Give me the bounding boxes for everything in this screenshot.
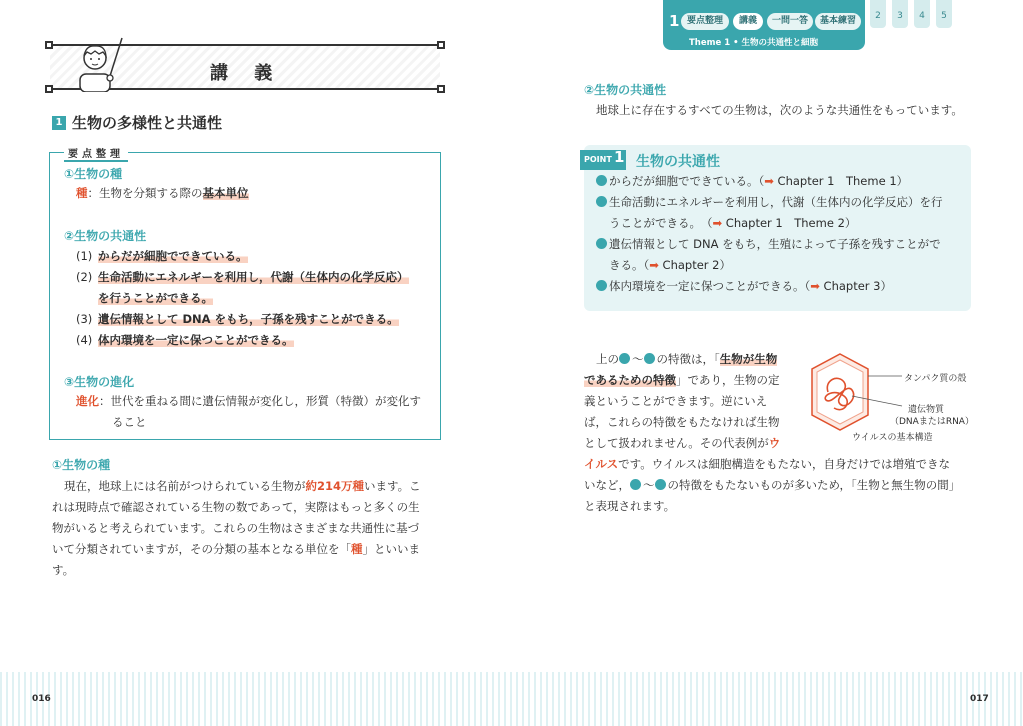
virus-figure-caption: ウイルスの基本構造 [852,433,933,443]
protein-shell-label: タンパク質の殻 [904,374,967,384]
theme-subtitle: Theme 1 • 生物の共通性と細胞 [689,38,818,48]
item-1-circle-icon [630,479,641,490]
paragraph-line: 現在，地球上には名前がつけられている生物が約214万種います。こ [64,479,421,493]
species-definition [76,185,249,201]
item-4-circle-icon [644,353,655,364]
evolution-definition: 進化：世代を重ねる間に遺伝情報が変化し，形質（特徴）が変化す [76,394,421,408]
evolution-heading: ③生物の進化 [64,375,135,389]
arrow-right-icon: ➡ [764,174,774,188]
banner-corner [437,85,445,93]
genetic-material-sublabel: （DNAまたはRNA） [890,417,974,427]
arrow-right-icon: ➡ [649,258,659,272]
evolution-definition-cont: ること [112,415,147,429]
body-line: として扱われません。その代表例がウ [584,436,781,450]
left-page [0,0,511,726]
chapter-number: 1 [669,12,680,30]
item-1-circle-icon [619,353,630,364]
body-line: と表現されます。 [584,499,676,513]
species-term: 種 [76,186,88,200]
arrow-right-icon: ➡ [810,279,820,293]
arrow-right-icon: ➡ [712,216,723,230]
item-4-circle-icon [655,479,666,490]
common-item: (4) 体内環境を一定に保つことができる。 [76,333,294,347]
point-item-cont: うことができる。 （➡ Chapter 1 Theme 2） [609,216,857,230]
common-heading: ②生物の共通性 [64,229,147,243]
nav-pill-qa[interactable]: 一問一答 [767,13,813,30]
paragraph-line: 物がいると考えられています。これらの生物はさまざまな共通性に基づ [52,521,420,535]
point-item-cont: きる。（➡ Chapter 2） [609,258,731,272]
intro-text: 地球上に存在するすべての生物は，次のような共通性をもっています。 [596,103,963,117]
chapter-tab-2[interactable]: 2 [870,0,886,28]
key-points-box [49,149,441,440]
point-badge: POINT [580,150,626,170]
body-line: であるための特徴」であり，生物の定 [584,373,780,387]
species-heading: ①生物の種 [64,167,123,181]
paragraph-line: いて分類されていますが，その分類の基本となる単位を「種」といいま [52,542,420,556]
item-4-circle-icon [596,280,607,291]
common-item: (2) 生命活動にエネルギーを利用し，代謝（生体内の化学反応） [76,270,409,284]
page-number-left: 016 [32,694,51,704]
species-def: 基本単位 [202,186,249,200]
chapter-tab-3[interactable]: 3 [892,0,908,28]
common-item: (1) からだが細胞でできている。 [76,249,248,263]
right-page [512,0,1023,726]
point-box [584,145,971,311]
paragraph-line: れは現時点で確認されている生物の数であって，実際はもっと多くの生 [52,500,420,514]
common-item: (3) 遺伝情報として DNA をもち，子孫を残すことができる。 [76,312,399,326]
point-item: 遺伝情報として DNA をもち，生殖によって子孫を残すことがで [596,236,941,252]
teacher-illustration-icon [66,36,126,92]
commonality-heading: ②生物の共通性 [584,83,667,97]
section-title: 生物の多様性と共通性 [72,114,223,132]
point-item: 体内環境を一定に保つことができる。（➡ Chapter 3） [596,278,892,294]
paragraph-line: す。 [52,563,75,577]
point-item: 生命活動にエネルギーを利用し，代謝（生体内の化学反応）を行 [596,194,943,210]
genetic-material-label: 遺伝物質 [908,405,945,415]
chapter-tab-5[interactable]: 5 [936,0,952,28]
body-line: いなど， 〜 の特徴をもたないものが多いため，「生物と無生物の間」 [584,478,961,492]
chapter-tab-4[interactable]: 4 [914,0,930,28]
chapter-nav [663,0,865,50]
common-item: を行うことができる。 [98,291,213,305]
virus-structure-figure [804,352,984,448]
nav-pill-summary[interactable]: 要点整理 [681,13,729,30]
banner-corner [45,85,53,93]
banner-corner [437,41,445,49]
item-2-circle-icon [596,196,607,207]
body-line: イルスです。ウイルスは細胞構造をもたない，自身だけでは増殖できな [584,457,951,471]
section-number-badge: 1 [52,116,66,130]
item-3-circle-icon [596,238,607,249]
point-item: からだが細胞でできている。（➡ Chapter 1 Theme 1） [596,173,908,189]
item-1-circle-icon [596,175,607,186]
species-sep: ：生物を分類する際の [87,186,203,200]
body-line: 義ということができます。逆にいえ [584,394,768,408]
point-title: 生物の共通性 [636,154,720,170]
nav-pill-practice[interactable]: 基本練習 [815,13,861,30]
species-subheading: ①生物の種 [52,458,111,472]
banner-corner [45,41,53,49]
page-number-right: 017 [970,694,989,704]
body-line: ば，これらの特徴をもたなければ生物 [584,415,780,429]
section-heading [52,112,222,133]
key-points-tag: 要点整理 [64,145,128,162]
lecture-title: 講 義 [210,63,283,84]
body-line: 上の 〜 の特徴は，「生物が生物 [596,352,778,366]
point-number: 1 [614,148,625,166]
nav-pill-lecture[interactable]: 講義 [733,13,763,30]
